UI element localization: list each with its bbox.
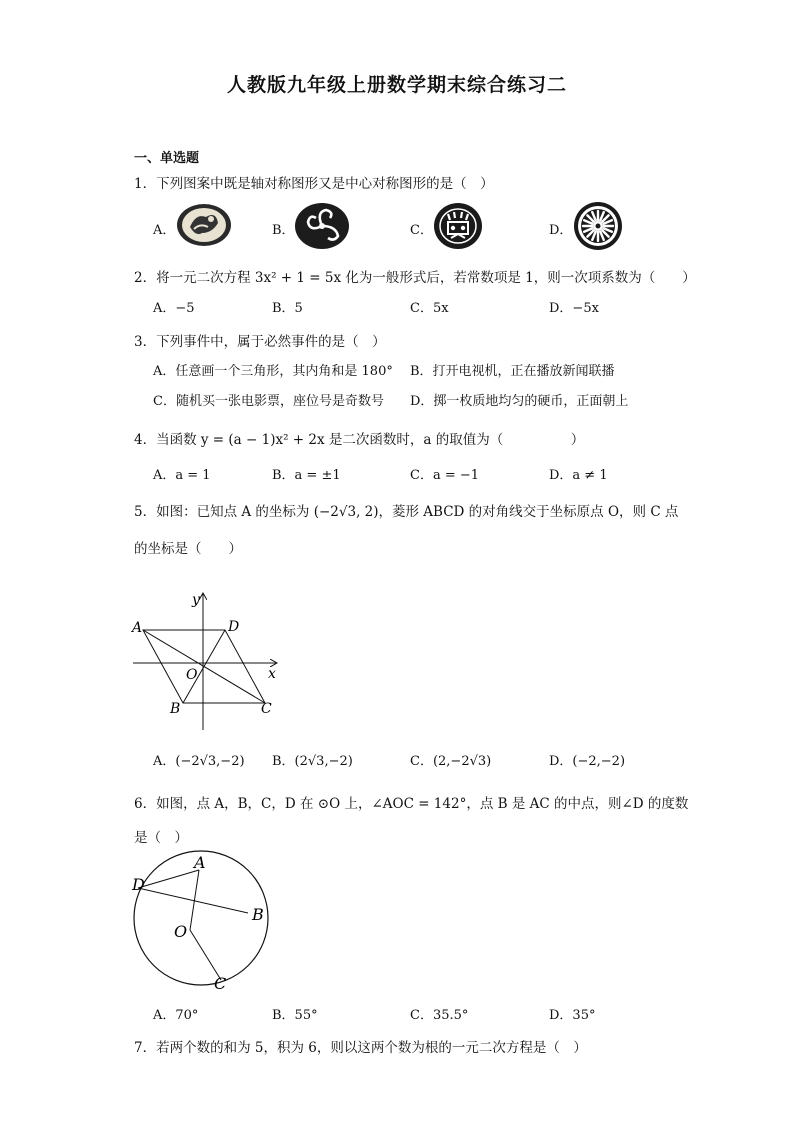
q1-stem: 1．下列图案中既是轴对称图形又是中心对称图形的是（ ）	[134, 176, 494, 192]
q6-circle-figure	[128, 848, 278, 993]
q2-option-b: B．5	[272, 301, 303, 316]
q6-label-c: C	[214, 974, 227, 993]
q5-option-c: C．(2,−2√3)	[410, 754, 492, 769]
q1-option-b-label: B．	[272, 223, 295, 238]
q2-option-c: C．5x	[410, 301, 449, 316]
section-heading: 一、单选题	[134, 151, 200, 166]
page-title: 人教版九年级上册数学期末综合练习二	[226, 74, 567, 96]
q6-label-o: O	[174, 922, 188, 941]
q5-label-y: y	[192, 592, 200, 608]
q5-label-d: D	[228, 619, 240, 635]
q5-label-a: A	[132, 620, 143, 636]
q4-option-d: D．a ≠ 1	[549, 468, 608, 483]
q5-stem-line2: 的坐标是（ ）	[134, 541, 242, 557]
q3-option-d: D．掷一枚质地均匀的硬币，正面朝上	[410, 394, 629, 409]
q6-label-b: B	[252, 905, 264, 924]
q6-stem-line1: 6．如图，点 A，B，C，D 在 ⊙O 上，∠AOC = 142°，点 B 是 AC 的中点，则∠D 的度数	[134, 796, 689, 812]
q3-option-a: A．任意画一个三角形，其内角和是 180°	[153, 364, 393, 379]
q1-option-a-label: A．	[153, 223, 176, 238]
q6-option-d: D．35°	[549, 1008, 596, 1023]
q5-label-b: B	[170, 701, 181, 717]
q1-option-a-pattern-icon	[176, 203, 232, 251]
q5-option-b: B．(2√3,−2)	[272, 754, 353, 769]
q2-stem: 2．将一元二次方程 3x² + 1 = 5x 化为一般形式后，若常数项是 1，则一次项系数为（ ）	[134, 270, 696, 286]
q5-stem-line1: 5．如图：已知点 A 的坐标为 (−2√3, 2)，菱形 ABCD 的对角线交于坐标原点 O，则 C 点	[134, 504, 679, 520]
q6-option-a: A．70°	[153, 1008, 199, 1023]
q4-option-a: A．a = 1	[153, 468, 211, 483]
q4-option-b: B．a = ±1	[272, 468, 341, 483]
q2-option-a: A．−5	[153, 301, 195, 316]
q3-option-b: B．打开电视机，正在播放新闻联播	[410, 364, 615, 379]
q6-label-a: A	[194, 853, 206, 872]
q4-stem: 4．当函数 y = (a − 1)x² + 2x 是二次函数时，a 的取值为（ ）	[134, 432, 585, 448]
q6-stem-line2: 是（ ）	[134, 830, 188, 846]
q5-rhombus-figure	[128, 588, 288, 738]
q6-option-b: B．55°	[272, 1008, 318, 1023]
q5-label-x: x	[268, 666, 276, 682]
q4-option-c: C．a = −1	[410, 468, 480, 483]
q7-stem: 7．若两个数的和为 5，积为 6，则以这两个数为根的一元二次方程是（ ）	[134, 1040, 587, 1056]
q1-option-b-pattern-icon	[294, 202, 350, 254]
q3-stem: 3．下列事件中，属于必然事件的是（ ）	[134, 334, 386, 350]
q5-option-d: D．(−2,−2)	[549, 754, 626, 769]
q1-option-d-pattern-icon	[572, 201, 624, 255]
q6-label-d: D	[132, 875, 145, 894]
q5-label-c: C	[261, 701, 272, 717]
q6-radius-oc	[190, 930, 221, 980]
q5-label-o: O	[186, 667, 198, 683]
q1-option-d-label: D．	[549, 223, 573, 238]
q6-option-c: C．35.5°	[410, 1008, 469, 1023]
q5-option-a: A．(−2√3,−2)	[153, 754, 245, 769]
q1-option-c-pattern-icon	[433, 202, 483, 254]
q1-option-c-label: C．	[410, 223, 433, 238]
q3-option-c: C．随机买一张电影票，座位号是奇数号	[153, 394, 384, 409]
q2-option-d: D．−5x	[549, 301, 599, 316]
